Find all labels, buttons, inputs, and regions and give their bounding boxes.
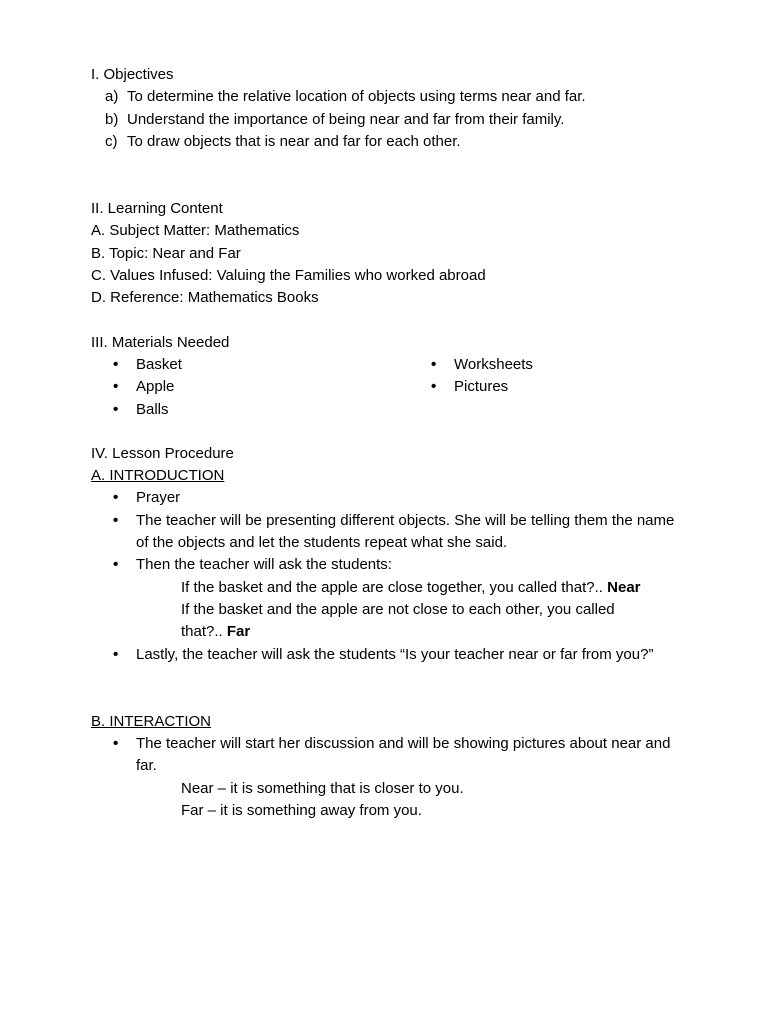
presenting-text: The teacher will be presenting different objects. She will be telling them the name of the objects and let the students repeat what she said. [136, 511, 675, 552]
list-item [91, 510, 681, 555]
objectives-list [91, 86, 691, 153]
introduction-heading: A. INTRODUCTION [91, 467, 225, 485]
answer-far: Far [226, 623, 251, 641]
procedure-heading: IV. Lesson Procedure [91, 444, 234, 462]
objective-text: To determine the relative location of objects using terms near and far. [127, 88, 586, 106]
list-item [91, 487, 681, 509]
answer-near: Near [607, 578, 641, 596]
objective-item [91, 131, 691, 153]
objective-marker: b) [105, 110, 119, 128]
objectives-heading: I. Objectives [91, 66, 174, 83]
document-page [91, 64, 691, 822]
material-item: • Basket [91, 354, 409, 376]
bullet-icon: • [113, 556, 119, 574]
objective-marker: c) [105, 132, 118, 150]
materials-list [91, 354, 691, 421]
ask-text: Then the teacher will ask the students: [136, 556, 392, 574]
introduction-list [91, 487, 691, 576]
bullet-icon: • [113, 735, 119, 753]
materials-heading: III. Materials Needed [91, 333, 230, 351]
near-definition: Near – it is something that is closer to you. [181, 779, 464, 797]
question-block [91, 577, 691, 644]
topic-line: B. Topic: Near and Far [91, 244, 241, 262]
introduction-list-end [91, 644, 691, 666]
discussion-text: The teacher will start her discussion and will be showing pictures about near and far. [136, 735, 671, 775]
objective-text: Understand the importance of being near and far from their family. [127, 110, 565, 128]
objective-marker: a) [105, 88, 119, 106]
far-definition: Far – it is something away from you. [181, 802, 422, 820]
material-item: • Worksheets [409, 354, 669, 376]
material-item: • Apple [91, 376, 409, 398]
objective-item [91, 86, 691, 108]
bullet-icon: • [431, 355, 437, 373]
interaction-list [91, 733, 691, 778]
bullet-icon: • [113, 400, 119, 418]
list-item [91, 554, 681, 576]
question-far: If the basket and the apple are not close to each other, you called that?.. Far [181, 600, 615, 641]
values-infused-line: C. Values Infused: Valuing the Families who worked abroad [91, 267, 486, 285]
material-item: • Pictures [409, 376, 669, 398]
materials-column-left [91, 354, 409, 421]
bullet-icon: • [113, 645, 119, 663]
bullet-icon: • [431, 378, 437, 396]
bullet-icon: • [113, 378, 119, 396]
lastly-text: Lastly, the teacher will ask the students “Is your teacher near or far from you?” [136, 645, 654, 663]
prayer-text: Prayer [136, 489, 181, 507]
bullet-icon: • [113, 511, 119, 529]
reference-line: D. Reference: Mathematics Books [91, 289, 319, 307]
list-item [91, 733, 681, 778]
bullet-icon: • [113, 489, 119, 507]
objective-text: To draw objects that is near and far for each other. [127, 132, 461, 150]
material-item: • Balls [91, 399, 409, 421]
bullet-icon: • [113, 355, 119, 373]
definitions-block [91, 778, 691, 823]
materials-column-right [409, 354, 669, 421]
list-item [91, 644, 681, 666]
subject-matter-line: A. Subject Matter: Mathematics [91, 222, 300, 240]
objective-item [91, 109, 691, 131]
question-near: If the basket and the apple are close together, you called that?.. Near [181, 578, 641, 596]
interaction-heading: B. INTERACTION [91, 712, 212, 730]
learning-content-heading: II. Learning Content [91, 200, 223, 218]
